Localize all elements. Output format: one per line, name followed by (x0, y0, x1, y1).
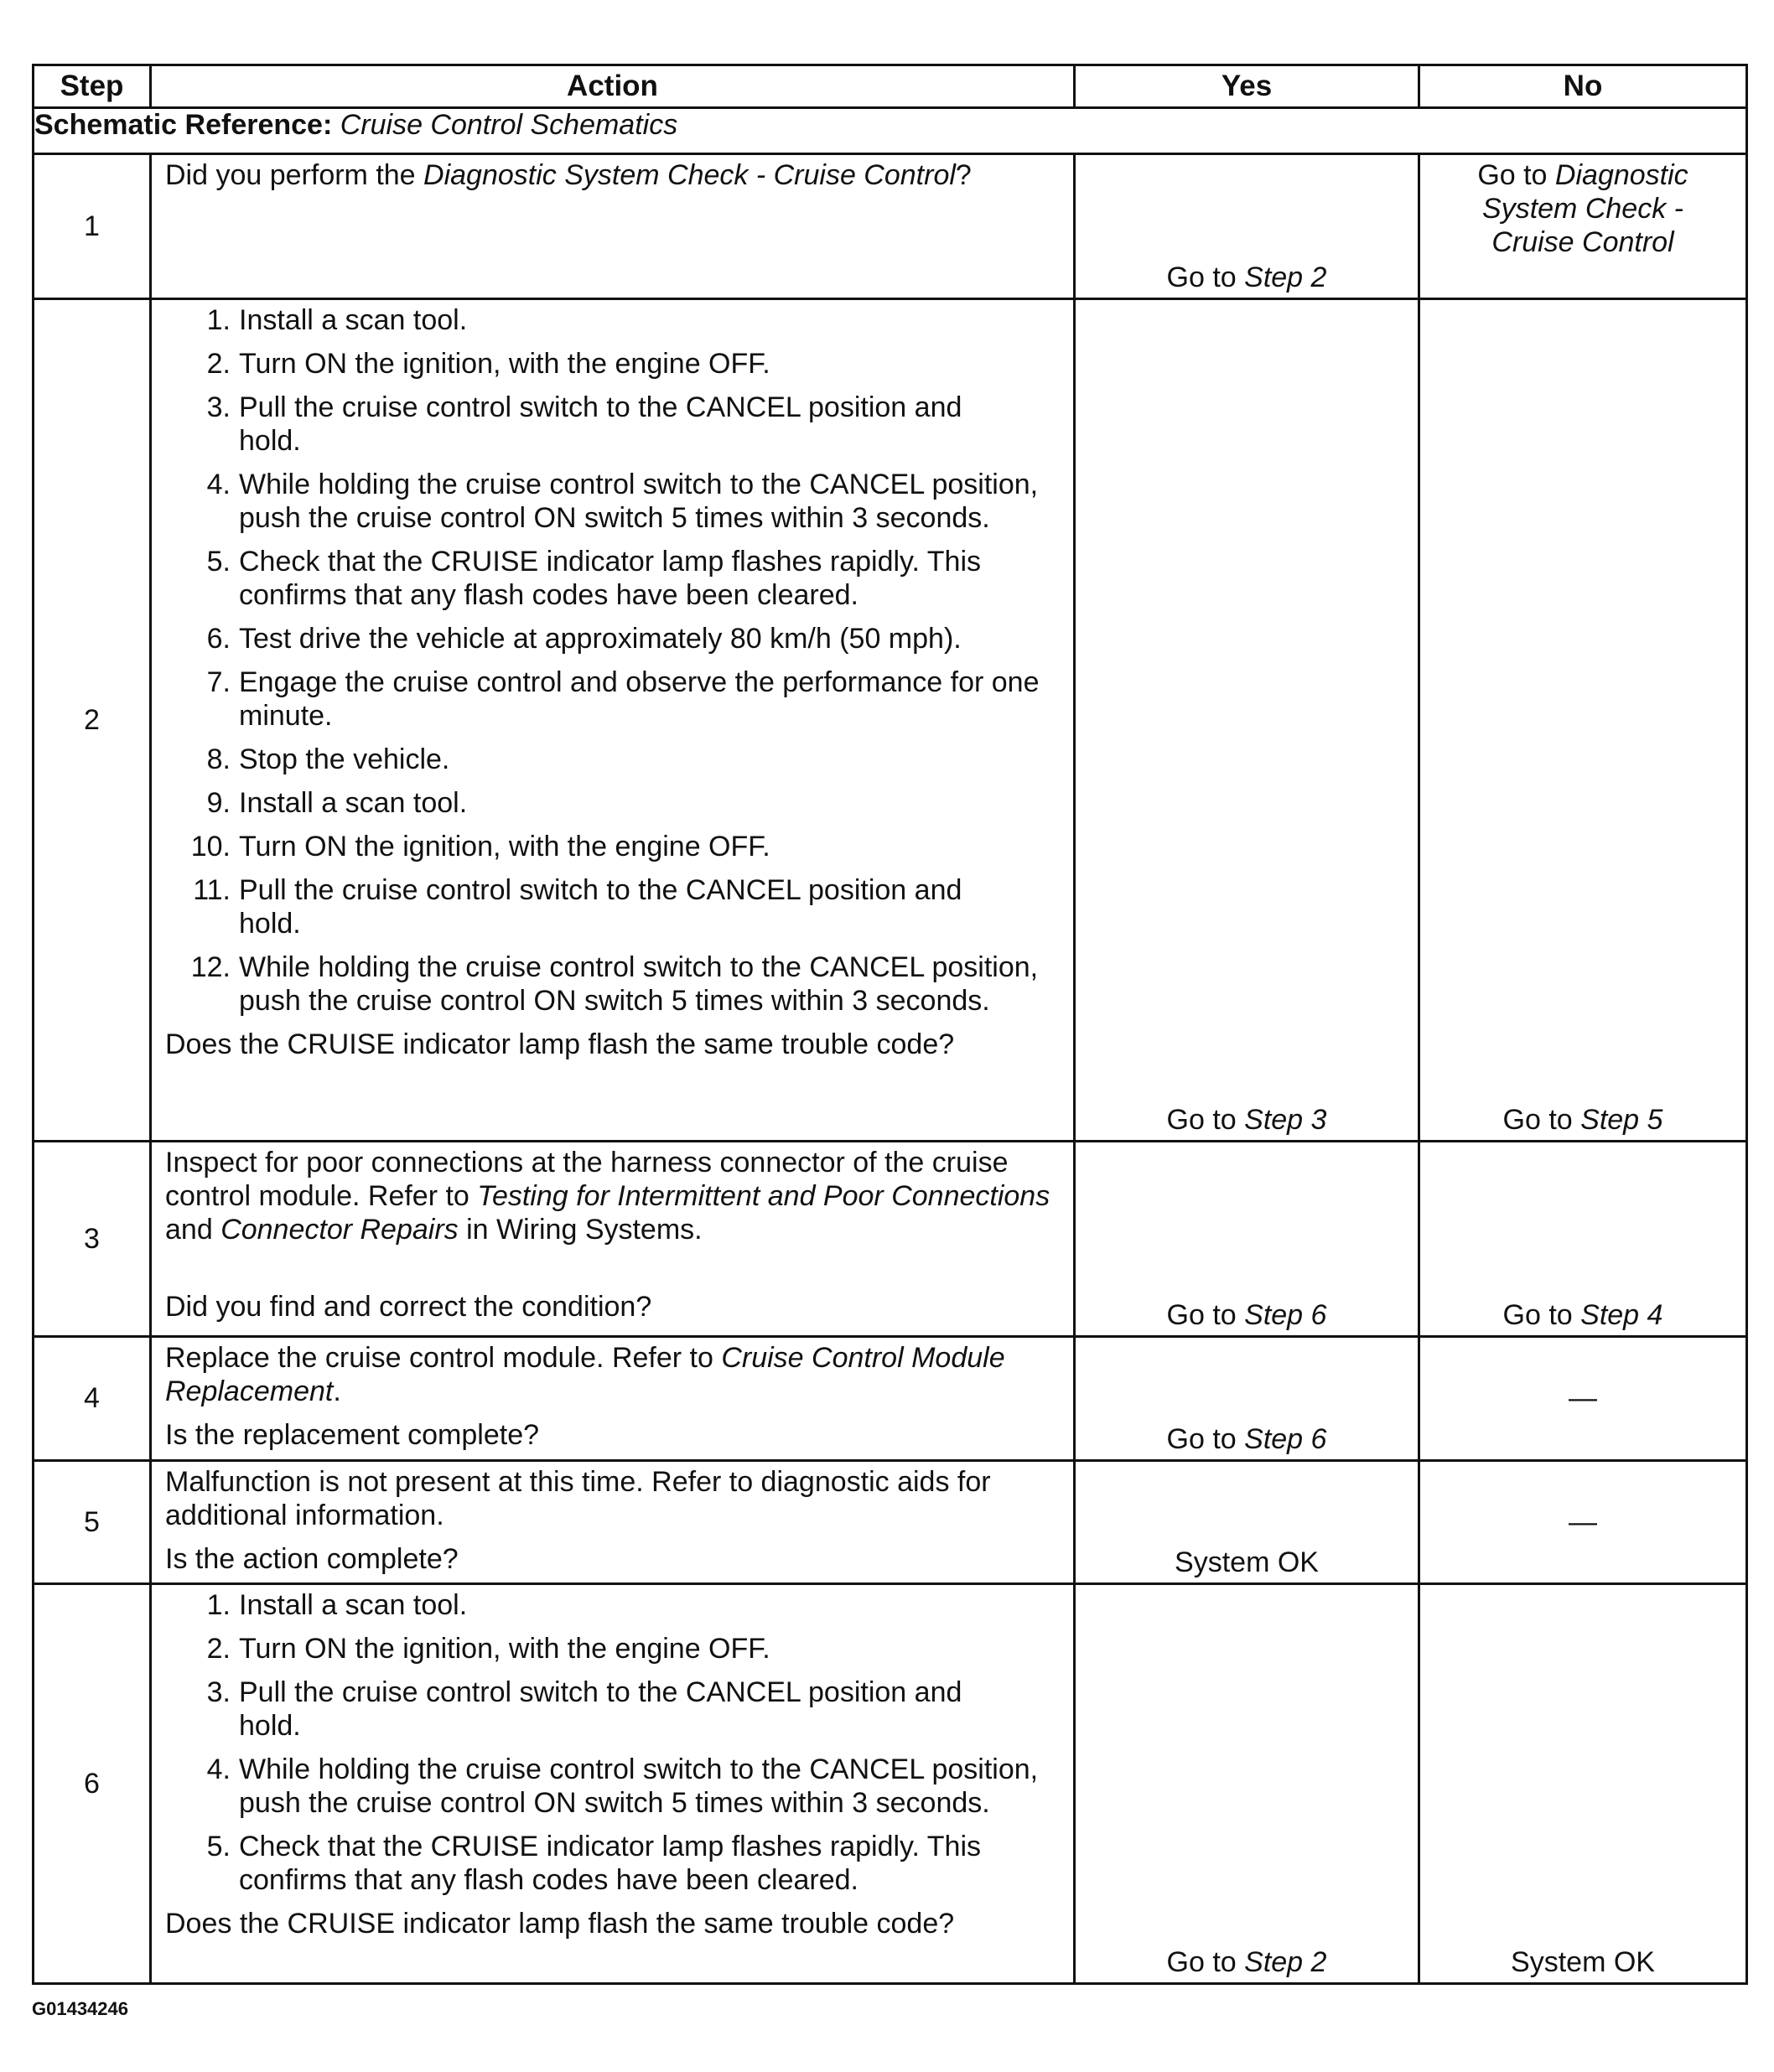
list-item (165, 1588, 1061, 1622)
list-text: Pull the cruise control switch to the CANCEL position and hold. (239, 874, 962, 940)
step-action (151, 299, 1075, 1142)
list-number: 11. (193, 874, 231, 906)
step-no (1419, 299, 1747, 1142)
step-yes (1075, 154, 1419, 299)
no-ref: Diagnostic (1554, 159, 1688, 191)
step-no (1419, 154, 1747, 299)
list-number: 3. (206, 1676, 231, 1708)
step-question: Does the CRUISE indicator lamp flash the same trouble code? (165, 1908, 955, 1940)
action-ref: Diagnostic System Check - Cruise Control (423, 159, 956, 191)
no-text: Go to (1502, 1299, 1581, 1331)
list-item (165, 786, 1061, 820)
list-text: Install a scan tool. (239, 304, 468, 336)
list-number: 12. (190, 951, 231, 983)
step-no: System OK (1419, 1584, 1747, 1984)
list-text: Engage the cruise control and observe the performance for one minute. (239, 666, 1040, 732)
list-text: Install a scan tool. (239, 787, 468, 819)
action-paragraph (165, 1341, 1061, 1408)
step-question: Does the CRUISE indicator lamp flash the same trouble code? (165, 1028, 955, 1060)
list-item (165, 347, 1061, 381)
list-item (165, 951, 1061, 1018)
procedure-list (165, 303, 1061, 1018)
action-text: and (165, 1214, 221, 1246)
step-number: 5 (34, 1461, 151, 1584)
yes-text: Go to (1166, 1423, 1245, 1455)
list-item (165, 830, 1061, 863)
list-number: 10. (190, 831, 231, 862)
procedure-list (165, 1588, 1061, 1897)
step-yes (1075, 299, 1419, 1142)
step-yes (1075, 1142, 1419, 1337)
list-number: 3. (206, 391, 231, 423)
step-no (1419, 1142, 1747, 1337)
step-action (151, 1142, 1075, 1337)
step-question: Did you find and correct the condition? (165, 1291, 652, 1323)
list-text: Pull the cruise control switch to the CANCEL position and hold. (239, 391, 962, 457)
list-text: Stop the vehicle. (239, 743, 450, 775)
list-item (165, 743, 1061, 776)
step-yes (1075, 1584, 1419, 1984)
no-text: Go to (1477, 159, 1555, 191)
list-text: Install a scan tool. (239, 1589, 468, 1621)
yes-ref: Step 2 (1244, 1946, 1327, 1978)
step-action (151, 1461, 1075, 1584)
step-number: 6 (34, 1584, 151, 1984)
list-text: Pull the cruise control switch to the CANCEL position and hold. (239, 1676, 962, 1742)
action-ref: Cruise Control Module Replacement (165, 1342, 1005, 1407)
list-number: 7. (206, 666, 231, 698)
action-ref: Connector Repairs (220, 1214, 459, 1246)
step-question: Is the replacement complete? (165, 1419, 540, 1451)
list-item (165, 1830, 1061, 1897)
step-yes: System OK (1075, 1461, 1419, 1584)
schematic-label: Schematic Reference: (34, 109, 333, 141)
list-item (165, 622, 1061, 655)
action-ref: Testing for Intermittent and Poor Connections (477, 1180, 1050, 1212)
list-item (165, 1676, 1061, 1743)
list-text: While holding the cruise control switch to the CANCEL position, push the cruise control ON switch 5 times within 3 seconds. (239, 469, 1039, 534)
step-no: — (1419, 1461, 1747, 1584)
step-row-3 (34, 1142, 1747, 1337)
list-item (165, 873, 1061, 940)
step-action (151, 1337, 1075, 1461)
header-row (34, 65, 1747, 108)
step-number: 3 (34, 1142, 151, 1337)
step-yes (1075, 1337, 1419, 1461)
list-item (165, 545, 1061, 612)
list-number: 1. (206, 304, 231, 336)
step-number: 4 (34, 1337, 151, 1461)
header-yes: Yes (1075, 65, 1419, 108)
yes-text: Go to (1166, 1946, 1245, 1978)
header-step: Step (34, 65, 151, 108)
list-item (165, 666, 1061, 733)
list-number: 5. (206, 546, 231, 578)
list-number: 2. (206, 1633, 231, 1665)
step-action (151, 1584, 1075, 1984)
step-row-5 (34, 1461, 1747, 1584)
list-text: Check that the CRUISE indicator lamp flashes rapidly. This confirms that any flash codes have been cleared. (239, 546, 982, 611)
diagnostic-table (32, 64, 1748, 1985)
list-number: 1. (206, 1589, 231, 1621)
list-number: 4. (206, 1753, 231, 1785)
list-text: Check that the CRUISE indicator lamp flashes rapidly. This confirms that any flash codes have been cleared. (239, 1831, 982, 1896)
list-text: Test drive the vehicle at approximately 80 km/h (50 mph). (239, 623, 962, 655)
list-text: Turn ON the ignition, with the engine OFF. (239, 831, 770, 862)
step-action (151, 154, 1075, 299)
header-action: Action (151, 65, 1075, 108)
list-item (165, 303, 1061, 337)
action-text: . (333, 1375, 341, 1407)
step-no: — (1419, 1337, 1747, 1461)
header-no: No (1419, 65, 1747, 108)
list-number: 4. (206, 469, 231, 500)
yes-text: Go to (1166, 262, 1245, 293)
list-number: 2. (206, 348, 231, 380)
step-row-2 (34, 299, 1747, 1142)
step-number: 1 (34, 154, 151, 299)
list-item (165, 391, 1061, 458)
schematic-reference (34, 108, 1747, 154)
no-ref: Cruise Control (1491, 226, 1674, 258)
no-ref: Step 5 (1580, 1104, 1663, 1136)
action-text: ? (955, 159, 972, 191)
yes-ref: Step 6 (1244, 1423, 1327, 1455)
action-text: Did you perform the (165, 159, 424, 191)
list-item (165, 1753, 1061, 1820)
list-number: 6. (206, 623, 231, 655)
list-text: Turn ON the ignition, with the engine OFF. (239, 1633, 770, 1665)
list-item (165, 1632, 1061, 1665)
yes-ref: Step 2 (1244, 262, 1327, 293)
list-number: 5. (206, 1831, 231, 1862)
figure-id: G01434246 (32, 1998, 128, 2019)
action-paragraph: Malfunction is not present at this time. Refer to diagnostic aids for additional information. (165, 1466, 991, 1531)
list-number: 9. (206, 787, 231, 819)
step-row-1 (34, 154, 1747, 299)
list-item (165, 468, 1061, 535)
yes-ref: Step 6 (1244, 1299, 1327, 1331)
schematic-ref: Cruise Control Schematics (340, 109, 678, 141)
list-text: While holding the cruise control switch to the CANCEL position, push the cruise control ON switch 5 times within 3 seconds. (239, 951, 1039, 1017)
no-ref: System Check - (1482, 193, 1683, 225)
action-text: in Wiring Systems. (458, 1214, 703, 1246)
yes-ref: Step 3 (1244, 1104, 1327, 1136)
yes-text: Go to (1166, 1104, 1245, 1136)
action-text: Replace the cruise control module. Refer to (165, 1342, 722, 1374)
step-number: 2 (34, 299, 151, 1142)
no-ref: Step 4 (1580, 1299, 1663, 1331)
list-number: 8. (206, 743, 231, 775)
action-paragraph (165, 1146, 1061, 1246)
no-text: Go to (1502, 1104, 1581, 1136)
step-row-4 (34, 1337, 1747, 1461)
step-row-6 (34, 1584, 1747, 1984)
step-question: Is the action complete? (165, 1543, 459, 1575)
list-text: While holding the cruise control switch to the CANCEL position, push the cruise control ON switch 5 times within 3 seconds. (239, 1753, 1039, 1819)
yes-text: Go to (1166, 1299, 1245, 1331)
action-text: Inspect for poor connections at the harness connector of the cruise control module. Refer to (165, 1147, 1009, 1212)
schematic-row (34, 108, 1747, 154)
list-text: Turn ON the ignition, with the engine OFF. (239, 348, 770, 380)
